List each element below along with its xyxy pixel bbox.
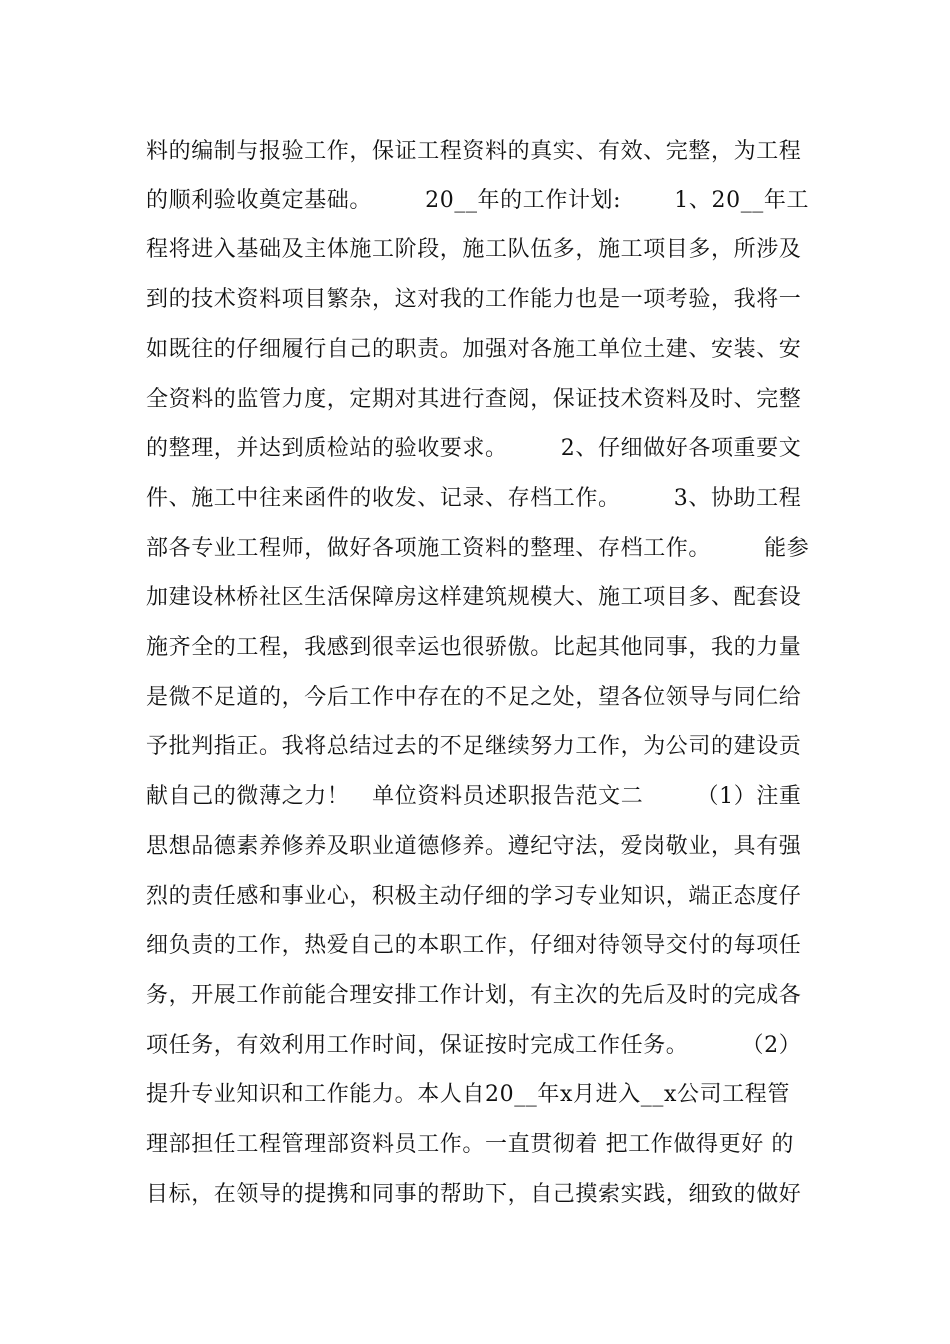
text-line: 件、施工中往来函件的收发、记录、存档工作。 3、协助工程 [146,486,802,511]
text-line: 到的技术资料项目繁杂，这对我的工作能力也是一项考验，我将一 [146,287,802,312]
text-line: 是微不足道的，今后工作中存在的不足之处，望各位领导与同仁给 [146,685,802,710]
text-line: 予批判指正。我将总结过去的不足继续努力工作，为公司的建设贡 [146,734,802,759]
text-line: 献自己的微薄之力！ 单位资料员述职报告范文二 （1）注重 [146,784,802,809]
text-line: 提升专业知识和工作能力。本人自20__年x月进入__x公司工程管 [146,1082,791,1107]
text-line: 程将进入基础及主体施工阶段，施工队伍多，施工项目多，所涉及 [146,237,802,262]
text-line: 的整理，并达到质检站的验收要求。 2、仔细做好各项重要文 [146,436,802,461]
text-line: 项任务，有效利用工作时间，保证按时完成工作任务。 （2） [146,1033,802,1058]
text-line: 施齐全的工程，我感到很幸运也很骄傲。比起其他同事，我的力量 [146,635,802,660]
text-line: 全资料的监管力度，定期对其进行查阅，保证技术资料及时、完整 [146,387,802,412]
text-line: 部各专业工程师，做好各项施工资料的整理、存档工作。 能参 [146,536,810,561]
text-line: 细负责的工作，热爱自己的本职工作，仔细对待领导交付的每项任 [146,933,802,958]
text-line: 务，开展工作前能合理安排工作计划，有主次的先后及时的完成各 [146,983,802,1008]
text-line: 烈的责任感和事业心，积极主动仔细的学习专业知识，端正态度仔 [146,884,802,909]
text-line: 的顺利验收奠定基础。 20__年的工作计划: 1、20__年工 [146,188,810,213]
text-line: 如既往的仔细履行自己的职责。加强对各施工单位土建、安装、安 [146,337,802,362]
text-line: 目标，在领导的提携和同事的帮助下，自己摸索实践，细致的做好 [146,1182,802,1207]
text-line: 加建设林桥社区生活保障房这样建筑规模大、施工项目多、配套设 [146,585,802,610]
text-line: 料的编制与报验工作，保证工程资料的真实、有效、完整，为工程 [146,139,802,164]
text-line: 思想品德素养修养及职业道德修养。遵纪守法，爱岗敬业，具有强 [146,834,802,859]
text-line: 理部担任工程管理部资料员工作。一直贯彻着 把工作做得更好 的 [146,1132,794,1157]
